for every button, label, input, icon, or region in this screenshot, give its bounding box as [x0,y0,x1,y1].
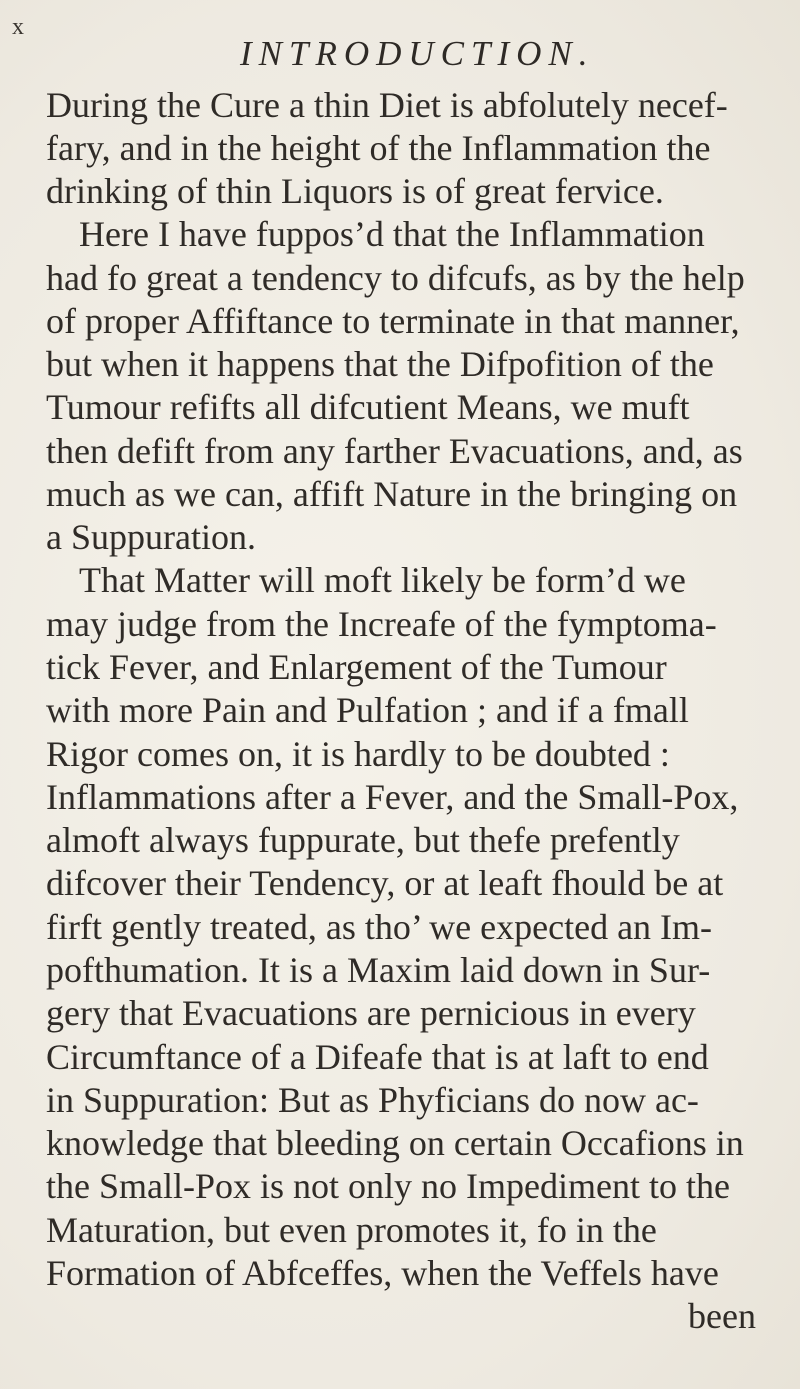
text-line: Formation of Abfceffes, when the Veffels have [46,1253,719,1293]
text-line: almoft always fuppurate, but thefe prefently [46,820,680,860]
text-line: had fo great a tendency to difcufs, as by the help [46,258,745,298]
text-line: tick Fever, and Enlargement of the Tumour [46,647,667,687]
running-head: INTRODUCTION. [240,34,595,73]
text-line: Here I have fuppos’d that the Inflammation [79,214,705,254]
text-line: drinking of thin Liquors is of great fervice. [46,171,664,211]
text-line: a Suppuration. [46,517,256,557]
text-line: firft gently treated, as tho’ we expected an Im- [46,907,713,947]
text-line: Rigor comes on, it is hardly to be doubted : [46,734,670,774]
text-line: much as we can, affift Nature in the bringing on [46,474,738,514]
text-line: but when it happens that the Difpofition of the [46,344,714,384]
text-line: difcover their Tendency, or at leaft fhould be at [46,863,724,903]
text-line: may judge from the Increafe of the fymptoma- [46,604,717,644]
signature-mark: x [12,14,24,40]
text-line: During the Cure a thin Diet is abfolutely necef- [46,85,728,125]
text-line: pofthumation. It is a Maxim laid down in Sur- [46,950,711,990]
text-line: of proper Affiftance to terminate in that manner, [46,301,740,341]
text-line: That Matter will moft likely be form’d we [79,560,686,600]
text-line: fary, and in the height of the Inflammation the [46,128,711,168]
text-line: gery that Evacuations are pernicious in every [46,993,696,1033]
text-line: with more Pain and Pulfation ; and if a fmall [46,690,689,730]
text-line: knowledge that bleeding on certain Occafions in [46,1123,744,1163]
text-line: Inflammations after a Fever, and the Small-Pox, [46,777,739,817]
text-line: in Suppuration: But as Phyficians do now ac- [46,1080,699,1120]
text-line: Circumftance of a Difeafe that is at laft to end [46,1037,709,1077]
text-line: then defift from any farther Evacuations, and, as [46,431,743,471]
text-line: the Small-Pox is not only no Impediment to the [46,1166,730,1206]
text-line: Maturation, but even promotes it, fo in the [46,1210,657,1250]
catchword: been [688,1296,756,1336]
text-line: Tumour refifts all difcutient Means, we muft [46,387,690,427]
